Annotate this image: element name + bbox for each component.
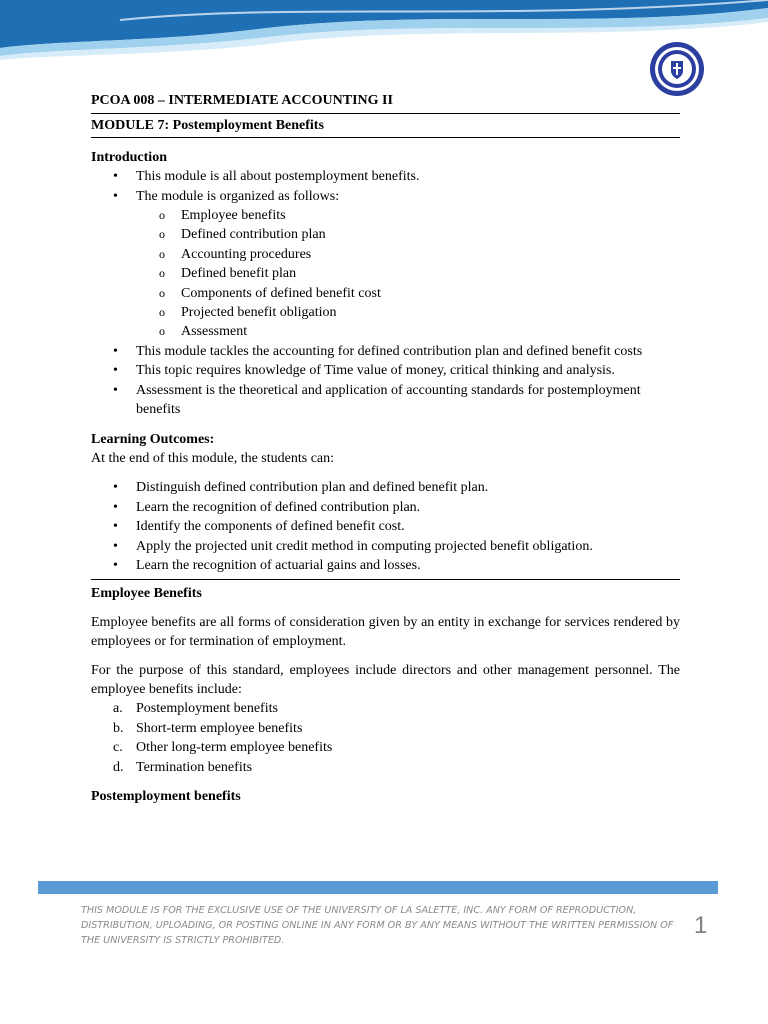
module-title: MODULE 7: Postemployment Benefits — [91, 118, 324, 134]
footer-notice: THIS MODULE IS FOR THE EXCLUSIVE USE OF THE UNIVERSITY OF LA SALETTE, INC. ANY FORM OF REPRODUCTION, DISTRIBUTION, UPLOADING, OR POSTING ONLINE IN ANY FORM OR BY ANY MEANS WITHOUT THE WRITTEN PERMISSION OF THE UNIVERSITY IS STRICTLY PROHIBITED. — [81, 905, 674, 946]
list-text: Short-term employee benefits — [136, 720, 303, 736]
introduction-bullets — [91, 167, 680, 206]
introduction-heading: Introduction — [91, 149, 167, 165]
course-title: PCOA 008 – INTERMEDIATE ACCOUNTING II — [91, 91, 680, 114]
university-seal-icon — [649, 41, 705, 97]
learning-outcomes-intro: At the end of this module, the students can: — [91, 450, 335, 466]
outline-item: o Components of defined benefit cost — [91, 284, 680, 303]
list-text: Termination benefits — [136, 759, 253, 775]
module-outline — [91, 206, 680, 342]
list-item: • Distinguish defined contribution plan and defined benefit plan. — [91, 478, 680, 497]
module-content — [91, 91, 680, 806]
list-item — [91, 738, 680, 757]
module-divider — [91, 137, 680, 138]
list-item — [91, 719, 680, 738]
list-item: • This module is all about postemployment benefits. — [91, 167, 680, 186]
list-marker: c. — [113, 740, 123, 756]
list-item: • This module tackles the accounting for defined contribution plan and defined benefit costs — [91, 342, 680, 361]
employee-benefits-paragraph-2: For the purpose of this standard, employees include directors and other management personnel. The employee benefits include: — [91, 662, 680, 697]
list-marker: a. — [113, 701, 123, 717]
list-item: • Apply the projected unit credit method in computing projected benefit obligation. — [91, 537, 680, 556]
outline-item: o Assessment — [91, 322, 680, 341]
outline-item: o Employee benefits — [91, 206, 680, 225]
list-item — [91, 699, 680, 718]
employee-benefits-heading: Employee Benefits — [91, 586, 202, 602]
list-item: • Assessment is the theoretical and application of accounting standards for postemployment benefits — [91, 381, 680, 420]
list-item — [91, 758, 680, 777]
outline-item: o Defined contribution plan — [91, 225, 680, 244]
list-item: • Learn the recognition of actuarial gains and losses. — [91, 556, 680, 575]
list-text: Other long-term employee benefits — [136, 740, 333, 756]
list-item: • Identify the components of defined benefit cost. — [91, 517, 680, 536]
employee-benefits-paragraph: Employee benefits are all forms of consideration given by an entity in exchange for services rendered by employees or for termination of employment. — [91, 614, 680, 650]
learning-outcomes-heading: Learning Outcomes: — [91, 431, 215, 447]
page-number: 1 — [694, 912, 708, 939]
introduction-bullets-more — [91, 342, 680, 420]
outline-item: o Accounting procedures — [91, 245, 680, 264]
list-marker: d. — [113, 759, 124, 775]
list-text: Postemployment benefits — [136, 701, 278, 717]
outline-item: o Projected benefit obligation — [91, 303, 680, 322]
list-marker: b. — [113, 720, 124, 736]
postemployment-heading: Postemployment benefits — [91, 789, 241, 804]
list-item: • Learn the recognition of defined contribution plan. — [91, 498, 680, 517]
section-divider — [91, 579, 680, 580]
learning-outcomes-list — [91, 478, 680, 575]
list-item: • This topic requires knowledge of Time value of money, critical thinking and analysis. — [91, 361, 680, 380]
employee-benefits-list — [91, 699, 680, 777]
list-item: • The module is organized as follows: — [91, 187, 680, 206]
outline-item: o Defined benefit plan — [91, 264, 680, 283]
footer-bar — [38, 881, 718, 894]
